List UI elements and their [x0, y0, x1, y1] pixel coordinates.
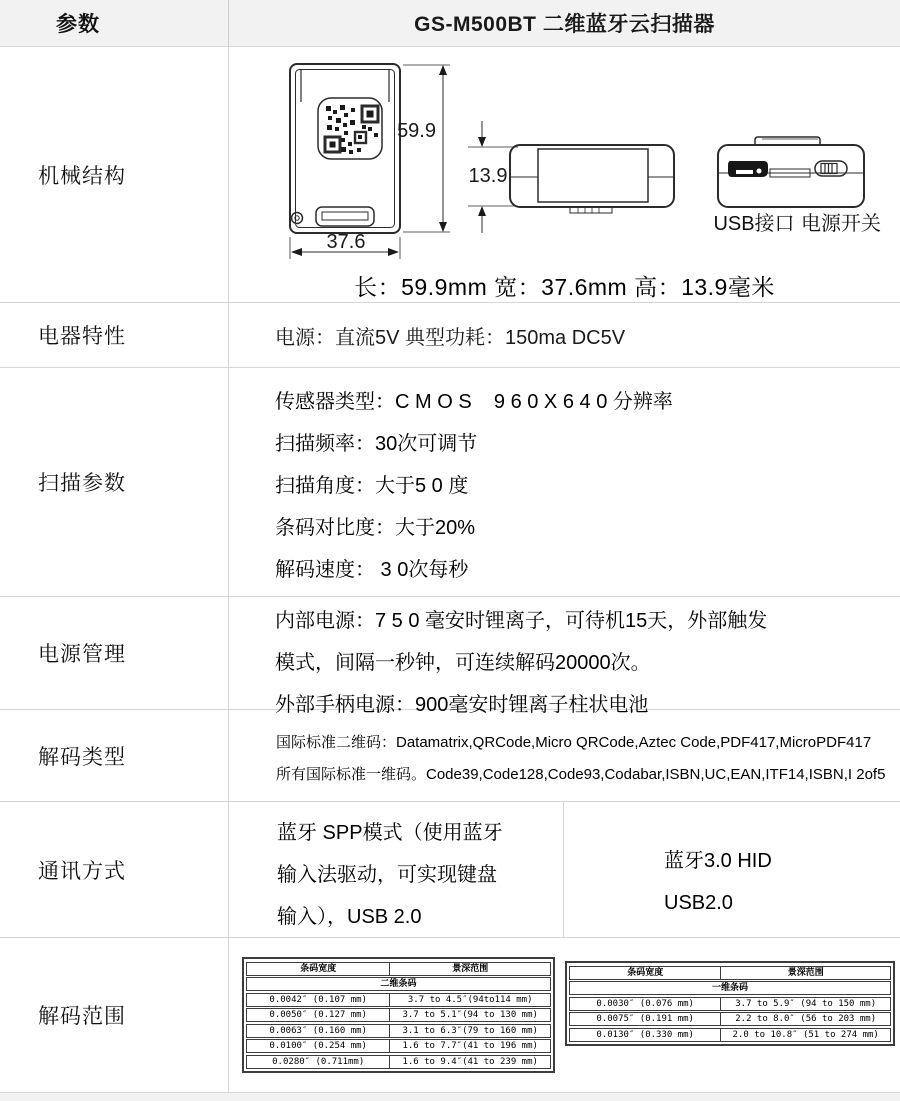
cell-width: 0.0130″ (0.330 mm) — [596, 1029, 694, 1040]
cell-width: 0.0042″ (0.107 mm) — [269, 994, 367, 1005]
cell-width: 0.0075″ (0.191 mm) — [596, 1014, 694, 1024]
cell-width: 0.0100″ (0.254 mm) — [269, 1041, 367, 1051]
power-line: 内部电源：7 5 0 毫安时锂离子，可待机15天，外部触发 — [275, 610, 768, 632]
row-label-decode-range: 解码范围 — [0, 938, 229, 1092]
decode-types-line: 所有国际标准一维码。Code39,Code128,Code93,Codabar,ISBN,UC,EAN,ITF14,ISBN,I 2of5 — [276, 766, 886, 783]
power-switch-icon — [815, 161, 847, 176]
range-table-1d — [565, 961, 895, 1046]
scan-content — [229, 368, 900, 596]
side-view-drawing — [510, 145, 674, 213]
power-content — [229, 597, 900, 716]
table-row — [246, 993, 551, 1007]
power-line: 外部手柄电源：900毫安时锂离子柱状电池 — [275, 694, 649, 716]
power-switch-label: 电源开关 — [801, 213, 881, 235]
next-row-edge — [0, 1093, 900, 1101]
comm-left-line: 输入法驱动，可实现键盘 — [277, 864, 497, 886]
span-header-2d: 二维条码 — [380, 979, 417, 989]
table-row — [569, 997, 891, 1011]
table-span-row — [569, 981, 891, 995]
row-label-mechanical: 机械结构 — [0, 47, 229, 302]
table-row — [569, 1012, 891, 1026]
table-header-row — [246, 962, 551, 976]
row-label-decode-types: 解码类型 — [0, 710, 229, 801]
row-label-scan: 扫描参数 — [0, 368, 229, 596]
cell-range: 2.0 to 10.8″ (51 to 274 mm) — [720, 1029, 890, 1041]
product-title: GS-M500BT 二维蓝牙云扫描器 — [414, 13, 715, 36]
cell-range: 3.7 to 5.9″ (94 to 150 mm) — [720, 998, 890, 1010]
row-label-power: 电源管理 — [0, 597, 229, 709]
col-header-depth-range: 景深范围 — [389, 963, 550, 975]
scan-line: 扫描角度：大于5 0 度 — [275, 475, 469, 497]
row-power-management — [0, 597, 900, 716]
dimension-thickness-label: 13.9 — [468, 165, 508, 187]
table-row — [246, 1008, 551, 1022]
cell-range: 3.1 to 6.3″(79 to 160 mm) — [389, 1025, 550, 1037]
communication-spp-cell — [229, 802, 564, 937]
cell-width: 0.0030″ (0.076 mm) — [596, 998, 694, 1009]
comm-left-line: 输入），USB 2.0 — [277, 906, 422, 928]
mechanical-content — [229, 47, 900, 302]
communication-content — [229, 802, 900, 937]
decode-range-content — [229, 938, 900, 1092]
row-decode-range — [0, 938, 900, 1093]
row-mechanical — [0, 47, 900, 303]
dimension-width — [290, 231, 400, 259]
row-decode-types — [0, 710, 900, 802]
table-row — [246, 1024, 551, 1038]
scan-line: 条码对比度：大于20% — [275, 517, 476, 539]
qr-code-emblem — [318, 98, 382, 159]
cell-range: 3.7 to 4.5″(94to114 mm) — [389, 994, 550, 1006]
cell-range: 3.7 to 5.1″(94 to 130 mm) — [389, 1009, 550, 1021]
power-line: 模式，间隔一秒钟，可连续解码20000次。 — [275, 652, 651, 674]
row-communication — [0, 802, 900, 938]
mechanical-drawing — [270, 61, 890, 273]
scan-line: 扫描频率：30次可调节 — [275, 433, 478, 455]
comm-left-line: 蓝牙 SPP模式（使用蓝牙 — [277, 822, 503, 844]
cell-width: 0.0063″ (0.160 mm) — [269, 1025, 367, 1036]
col-header-depth-range: 景深范围 — [720, 967, 890, 979]
dimension-height — [397, 65, 450, 232]
span-header-1d: 一维条码 — [711, 983, 748, 993]
comm-right-line: USB2.0 — [664, 892, 733, 914]
table-row — [246, 1055, 551, 1069]
table-row — [246, 1039, 551, 1053]
header-row — [0, 0, 900, 47]
comm-right-line: 蓝牙3.0 HID — [664, 850, 772, 872]
cell-range: 1.6 to 9.4″(41 to 239 mm) — [389, 1056, 550, 1068]
cell-width: 0.0280″ (0.711mm) — [272, 1056, 365, 1067]
dimension-width-label: 37.6 — [326, 231, 366, 253]
cell-width: 0.0050″ (0.127 mm) — [269, 1010, 367, 1020]
row-electrical — [0, 303, 900, 368]
range-table-2d — [242, 957, 555, 1073]
col-header-barcode-width: 条码宽度 — [300, 963, 337, 974]
table-row — [569, 1028, 891, 1042]
usb-port-label: USB接口 — [713, 213, 795, 235]
row-scan-parameters — [0, 368, 900, 597]
scan-line: 传感器类型：C M O S 9 6 0 X 6 4 0 分辨率 — [275, 391, 673, 413]
front-view-drawing — [290, 64, 400, 233]
table-header-row — [569, 966, 891, 980]
back-view-drawing — [713, 137, 881, 235]
dimension-height-label: 59.9 — [397, 120, 436, 142]
row-label-communication: 通讯方式 — [0, 802, 229, 937]
table-span-row — [246, 977, 551, 991]
bottom-slot — [316, 207, 374, 226]
electrical-content: 电源：直流5V 典型功耗：150ma DC5V — [275, 326, 626, 349]
front-screw-hole — [292, 213, 303, 224]
cell-range: 2.2 to 8.0″ (56 to 203 mm) — [720, 1013, 890, 1025]
usb-port-icon — [728, 161, 768, 177]
scan-line: 解码速度： 3 0次每秒 — [275, 559, 469, 581]
communication-hid-cell — [564, 802, 900, 937]
col-header-barcode-width: 条码宽度 — [627, 967, 664, 978]
row-label-electrical: 电器特性 — [0, 303, 229, 367]
decode-types-content — [229, 710, 900, 801]
header-param-label: 参数 — [0, 0, 229, 46]
dimensions-caption: 长：59.9mm 宽：37.6mm 高：13.9毫米 — [354, 274, 775, 300]
cell-range: 1.6 to 7.7″(41 to 196 mm) — [389, 1040, 550, 1052]
decode-types-line: 国际标准二维码：Datamatrix,QRCode,Micro QRCode,Aztec Code,PDF417,MicroPDF417 — [276, 734, 872, 751]
